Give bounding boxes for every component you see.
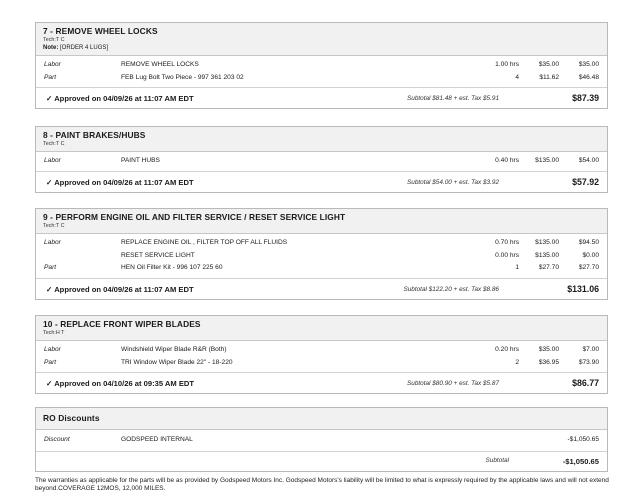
service-tech: Tech:T C	[43, 223, 65, 229]
line-type: Part	[44, 73, 57, 81]
line-desc: FEB Lug Bolt Two Piece - 997 361 203 02	[121, 73, 244, 81]
line-amount: $54.00	[578, 157, 599, 164]
service-title: 8 - PAINT BRAKES/HUBS	[43, 130, 146, 140]
discount-line	[36, 434, 607, 447]
line-item	[36, 344, 607, 357]
line-item	[36, 357, 607, 370]
line-type: Labor	[44, 346, 61, 353]
line-qty: 1.00 hrs	[495, 61, 519, 68]
line-type: Part	[44, 264, 57, 271]
service-card-10	[35, 315, 608, 394]
line-desc: PAINT HUBS	[121, 157, 160, 164]
service-subtotal: Subtotal $80.90 + est. Tax $5.87	[407, 380, 499, 387]
line-item	[36, 250, 607, 263]
line-item	[36, 72, 607, 85]
service-title: 9 - PERFORM ENGINE OIL AND FILTER SERVICE / RESET SERVICE LIGHT	[43, 212, 346, 222]
service-tech: Tech:T C	[43, 37, 65, 43]
discounts-header	[36, 408, 607, 430]
service-tech: Tech:H T	[43, 330, 65, 336]
line-item	[36, 262, 607, 275]
service-subtotal: Subtotal $81.48 + est. Tax $5.91	[407, 95, 499, 102]
note-label: Note:	[43, 45, 59, 51]
service-header	[36, 127, 607, 152]
line-type: Labor	[44, 239, 61, 246]
line-item	[36, 237, 607, 250]
discount-type: Discount	[44, 436, 70, 443]
line-amount: $0.00	[582, 251, 599, 259]
service-footer	[36, 172, 607, 192]
service-subtotal: Subtotal $122.20 + est. Tax $8.86	[403, 285, 499, 293]
line-desc: TRI Window Wiper Blade 22" - 18-220	[121, 358, 233, 366]
service-total: $131.06	[567, 283, 599, 294]
line-desc: HEN Oil Filter Kit - 996 107 225 60	[121, 264, 223, 271]
line-rate: $135.00	[535, 239, 559, 246]
line-qty: 0.20 hrs	[495, 346, 519, 353]
service-header	[36, 23, 607, 56]
line-amount: $46.48	[578, 73, 599, 81]
service-title: 7 - REMOVE WHEEL LOCKS	[43, 26, 158, 36]
line-desc: REMOVE WHEEL LOCKS	[121, 61, 199, 68]
line-desc: RESET SERVICE LIGHT	[121, 251, 195, 259]
line-qty: 2	[515, 358, 519, 366]
line-type: Part	[44, 358, 57, 366]
approval-status: ✓ Approved on 04/09/26 at 11:07 AM EDT	[46, 284, 194, 294]
line-rate: $36.95	[538, 358, 559, 366]
discounts-subtotal-value: -$1,050.65	[562, 456, 599, 466]
line-rate: $35.00	[538, 61, 559, 68]
line-rate: $11.62	[539, 73, 559, 81]
line-amount: $7.00	[582, 346, 599, 353]
discounts-title: RO Discounts	[43, 413, 100, 423]
service-header	[36, 209, 607, 234]
discounts-footer	[36, 451, 607, 471]
line-qty: 0.00 hrs	[495, 251, 519, 259]
line-type: Labor	[44, 61, 61, 68]
line-amount: $94.50	[578, 239, 599, 246]
line-items	[36, 234, 607, 279]
line-rate: $135.00	[535, 251, 559, 259]
line-desc: Windshield Wiper Blade R&R (Both)	[121, 346, 227, 353]
service-card-7	[35, 22, 608, 109]
note-text: [ORDER 4 LUGS]	[60, 45, 109, 51]
approval-status: ✓ Approved on 04/09/26 at 11:07 AM EDT	[46, 94, 194, 103]
service-subtotal: Subtotal $54.00 + est. Tax $3.92	[407, 178, 499, 186]
service-footer	[36, 279, 607, 299]
line-type: Labor	[44, 157, 61, 164]
line-item	[36, 155, 607, 168]
service-footer	[36, 373, 607, 393]
service-footer	[36, 88, 607, 108]
discount-desc: GODSPEED INTERNAL	[121, 436, 193, 443]
discount-lines	[36, 430, 607, 451]
line-rate: $27.70	[538, 264, 559, 271]
service-total: $87.39	[572, 93, 599, 103]
line-qty: 0.70 hrs	[495, 239, 519, 246]
line-rate: $135.00	[535, 157, 559, 164]
line-amount: $35.00	[578, 61, 599, 68]
approval-status: ✓ Approved on 04/09/26 at 11:07 AM EDT	[46, 177, 194, 187]
line-rate: $35.00	[538, 346, 559, 353]
line-qty: 1	[515, 264, 519, 271]
line-qty: 4	[515, 73, 519, 81]
line-desc: REPLACE ENGINE OIL , FILTER TOP OFF ALL FLUIDS	[121, 239, 288, 246]
approval-status: ✓ Approved on 04/10/26 at 09:35 AM EDT	[46, 379, 195, 388]
line-amount: $73.90	[578, 358, 599, 366]
discount-amount: -$1,050.65	[567, 436, 599, 443]
service-note	[43, 45, 600, 51]
line-item	[36, 59, 607, 72]
line-items	[36, 152, 607, 172]
line-items	[36, 341, 607, 373]
line-items	[36, 56, 607, 88]
discounts-subtotal-label: Subtotal	[485, 456, 509, 464]
line-amount: $27.70	[578, 264, 599, 271]
line-qty: 0.40 hrs	[495, 157, 519, 164]
service-total: $57.92	[572, 176, 599, 187]
service-header	[36, 316, 607, 341]
service-title: 10 - REPLACE FRONT WIPER BLADES	[43, 319, 201, 329]
ro-discounts-card	[35, 407, 608, 472]
service-tech: Tech:T C	[43, 141, 65, 147]
service-card-8	[35, 126, 608, 193]
warranty-text: The warranties as applicable for the parts will be as provided by Godspeed Motors Inc. Godspeed Motors's liability will be limited to what is expressly required by the applicable laws and will not extend beyond.COVERAGE 12MOS, 12,000 MILES.	[35, 477, 609, 492]
service-total: $86.77	[572, 378, 599, 388]
service-card-9	[35, 208, 608, 300]
